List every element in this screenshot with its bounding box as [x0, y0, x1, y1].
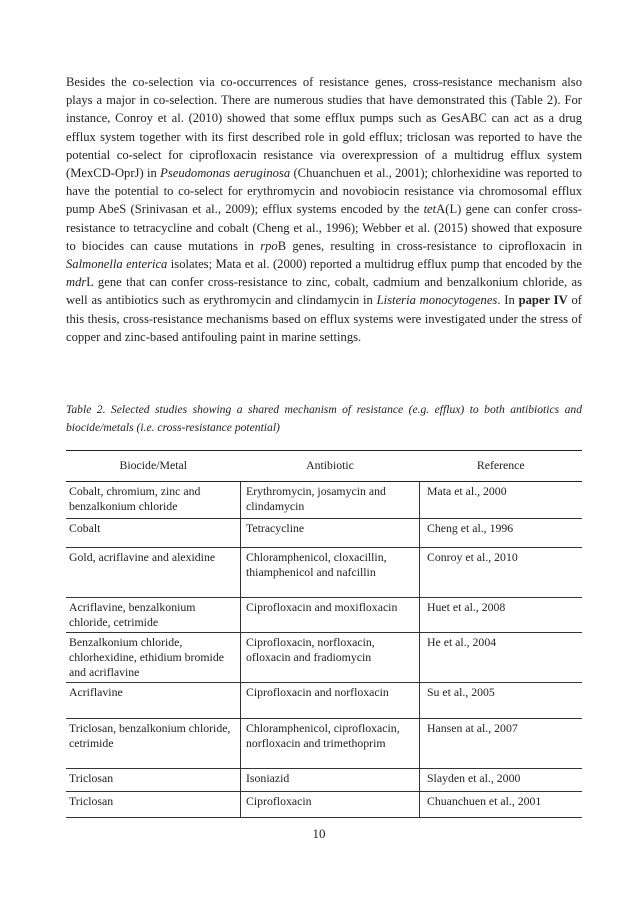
cell-biocide: Gold, acriflavine and alexidine	[66, 548, 241, 598]
italic-gene: rpo	[260, 238, 278, 253]
table-row	[66, 791, 582, 817]
page-number: 10	[312, 826, 326, 841]
header-antibiotic: Antibiotic	[241, 451, 420, 482]
cell-antibiotic: Tetracycline	[241, 519, 420, 548]
cell-antibiotic: Ciprofloxacin	[241, 791, 420, 817]
cell-antibiotic: Ciprofloxacin and norfloxacin	[241, 682, 420, 718]
cell-antibiotic: Chloramphenicol, cloxacillin, thiamphenicol and nafcillin	[241, 548, 420, 598]
italic-gene: mdr	[66, 275, 87, 290]
table-row	[66, 482, 582, 519]
table-row	[66, 548, 582, 598]
italic-organism: Listeria monocytogenes	[376, 293, 498, 308]
cell-reference: Su et al., 2005	[420, 682, 583, 718]
cell-biocide: Triclosan	[66, 791, 241, 817]
cell-reference: Cheng et al., 1996	[420, 519, 583, 548]
table-row	[66, 633, 582, 683]
cell-biocide: Acriflavine, benzalkonium chloride, cetrimide	[66, 598, 241, 633]
header-biocide: Biocide/Metal	[66, 451, 241, 482]
cell-reference: Mata et al., 2000	[420, 482, 583, 519]
italic-gene: tet	[423, 202, 437, 217]
cell-reference: Hansen at al., 2007	[420, 718, 583, 768]
cell-biocide: Cobalt, chromium, zinc and benzalkonium chloride	[66, 482, 241, 519]
cell-reference: Slayden et al., 2000	[420, 768, 583, 791]
table-row	[66, 519, 582, 548]
italic-organism: Salmonella enterica	[66, 257, 168, 272]
bold-paper-ref: paper IV	[518, 293, 568, 308]
table-row	[66, 768, 582, 791]
cell-biocide: Cobalt	[66, 519, 241, 548]
cell-biocide: Triclosan, benzalkonium chloride, cetrimide	[66, 718, 241, 768]
cell-antibiotic: Chloramphenicol, ciprofloxacin, norfloxacin and trimethoprim	[241, 718, 420, 768]
cell-reference: Conroy et al., 2010	[420, 548, 583, 598]
cell-antibiotic: Ciprofloxacin, norfloxacin, ofloxacin and fradiomycin	[241, 633, 420, 683]
table-row	[66, 598, 582, 633]
cell-reference: Chuanchuen et al., 2001	[420, 791, 583, 817]
cell-biocide: Benzalkonium chloride, chlorhexidine, ethidium bromide and acriflavine	[66, 633, 241, 683]
cell-antibiotic: Isoniazid	[241, 768, 420, 791]
cell-reference: He et al., 2004	[420, 633, 583, 683]
cell-biocide: Triclosan	[66, 768, 241, 791]
body-paragraph: Besides the co-selection via co-occurrences of resistance genes, cross-resistance mechanism also plays a major in co-selection. There are numerous studies that have demonstrated this (Table 2). For instance, Conroy et al. (2010) showed that some efflux pumps such as GesABC can act as a drug efflux system together with its first described role in gold efflux; triclosan was reported to have the potential co-select for ciprofloxacin resistance via overexpression of a multidrug efflux system (MexCD-OprJ) in Pseudomonas aeruginosa (Chuanchuen et al., 2001); chlorhexidine was reported to have the potential to co-select for erythromycin and novobiocin resistance via chromosomal efflux pump AbeS (Srinivasan et al., 2009); efflux systems encoded by the tetA(L) gene can confer cross-resistance to tetracycline and cobalt (Cheng et al., 1996); Webber et al. (2015) showed that exposure to biocides can cause mutations in rpoB genes, resulting in cross-resistance to ciprofloxacin in Salmonella enterica isolates; Mata et al. (2000) reported a multidrug efflux pump that encoded by the mdrL gene that can confer cross-resistance to zinc, cobalt, cadmium and benzalkonium chloride, as well as antibiotics such as erythromycin and clindamycin in Listeria monocytogenes. In paper IV of this thesis, cross-resistance mechanisms based on efflux systems were investigated under the stress of copper and zinc-based antifouling paint in marine settings.	[66, 75, 582, 344]
cell-antibiotic: Erythromycin, josamycin and clindamycin	[241, 482, 420, 519]
table-row	[66, 682, 582, 718]
cell-antibiotic: Ciprofloxacin and moxifloxacin	[241, 598, 420, 633]
italic-organism: Pseudomonas aeruginosa	[160, 166, 291, 181]
header-reference: Reference	[420, 451, 583, 482]
table-header-row	[66, 451, 582, 482]
resistance-table	[66, 450, 582, 818]
table-row	[66, 718, 582, 768]
table-caption: Table 2. Selected studies showing a shared mechanism of resistance (e.g. efflux) to both antibiotics and biocide/metals (i.e. cross-resistance potential)	[66, 403, 582, 434]
cell-reference: Huet et al., 2008	[420, 598, 583, 633]
cell-biocide: Acriflavine	[66, 682, 241, 718]
